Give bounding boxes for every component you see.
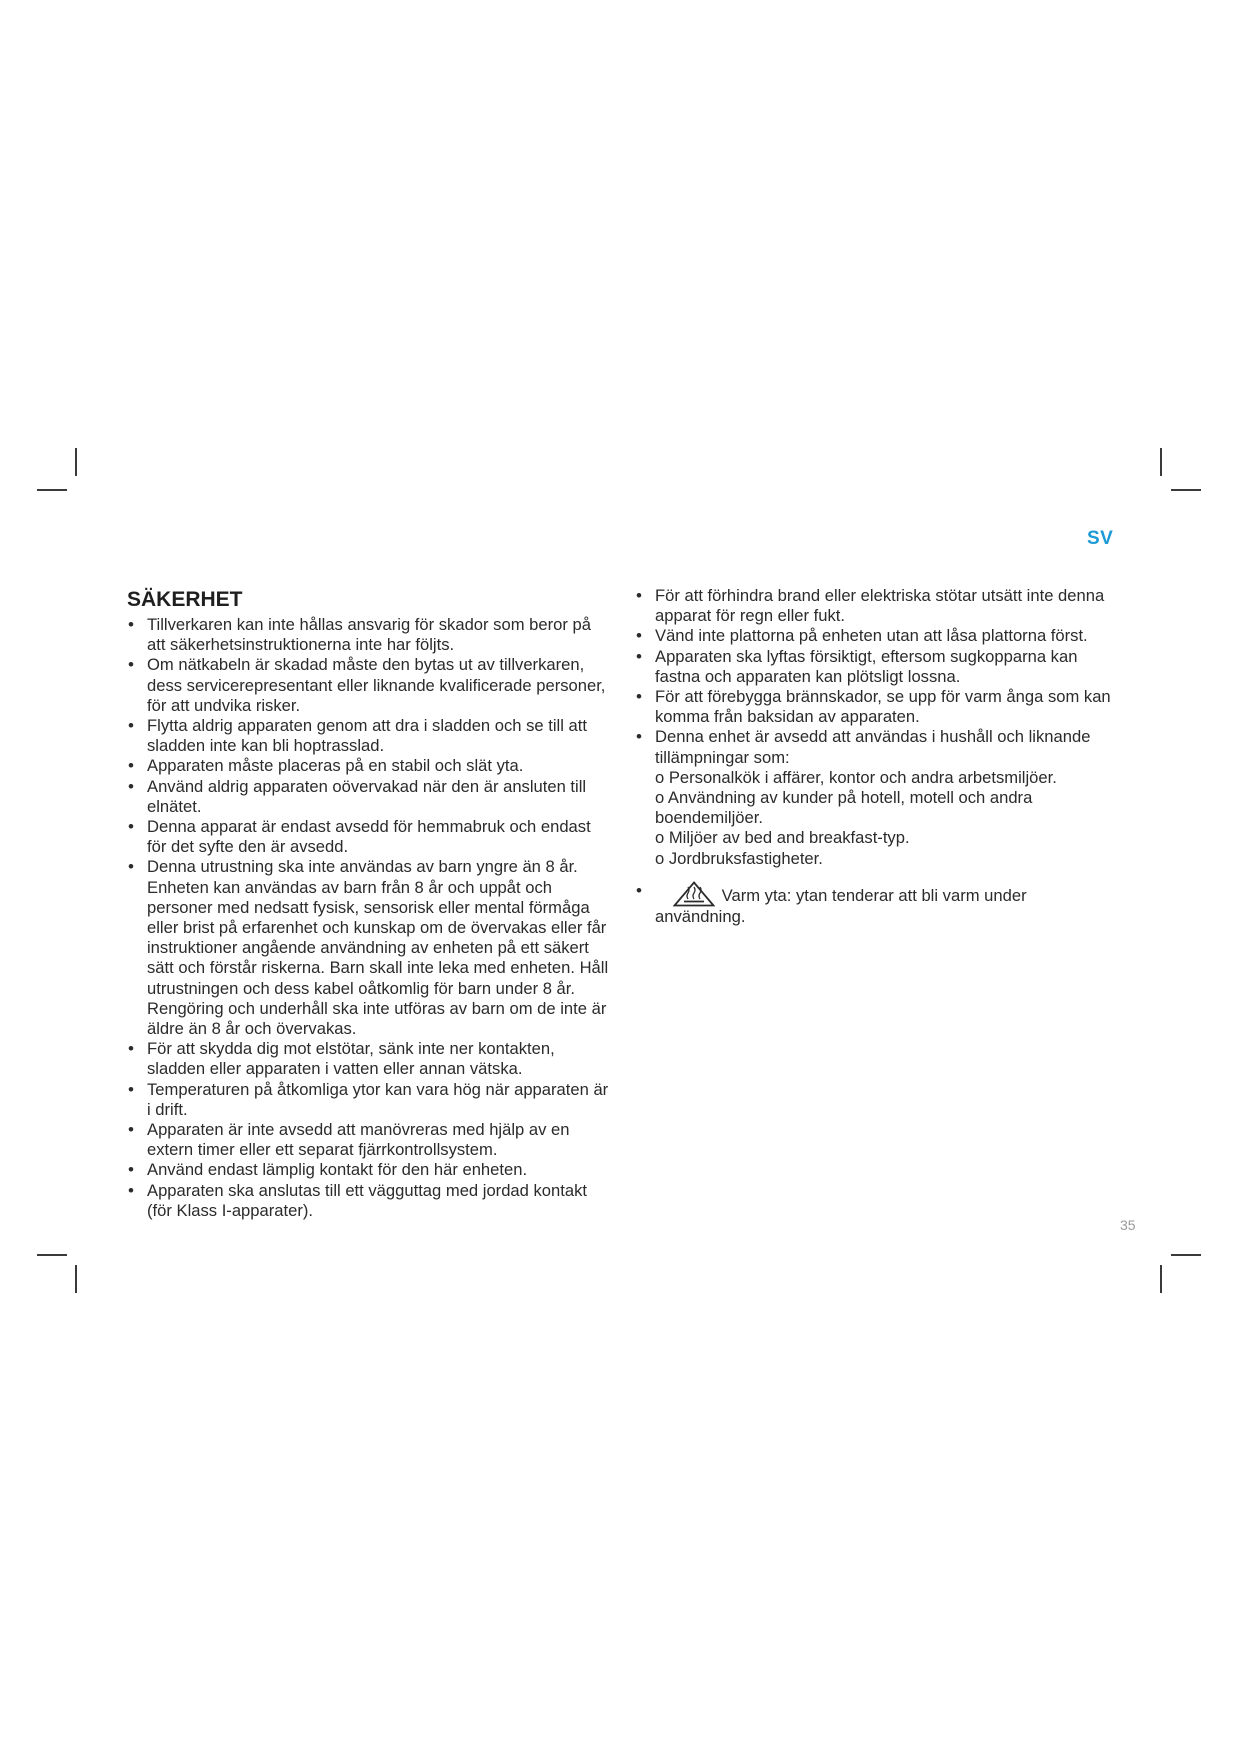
left-column (127, 587, 612, 1221)
household-sub-list (655, 768, 1113, 869)
list-item: • För att förebygga brännskador, se upp för varm ånga som kan komma från baksidan av apparaten. (635, 687, 1113, 727)
crop-mark (1160, 448, 1162, 476)
household-use-item (635, 727, 1113, 868)
list-item: • För att förhindra brand eller elektriska stötar utsätt inte denna apparat för regn eller fukt. (635, 586, 1113, 626)
list-item: • För att skydda dig mot elstötar, sänk inte ner kontakten, sladden eller apparaten i vatten eller annan vätska. (127, 1039, 612, 1079)
list-item: • Om nätkabeln är skadad måste den bytas ut av tillverkaren, dess servicerepresentant eller liknande kvalificerade personer, för att undvika risker. (127, 655, 612, 716)
crop-mark (75, 1265, 77, 1293)
crop-mark (1171, 1254, 1201, 1256)
list-item: • Denna apparat är endast avsedd för hemmabruk och endast för det syfte den är avsedd. (127, 817, 612, 857)
crop-mark (75, 448, 77, 476)
list-item: • Tillverkaren kan inte hållas ansvarig för skador som beror på att säkerhetsinstruktionerna inte har följts. (127, 615, 612, 655)
crop-mark (1171, 489, 1201, 491)
list-item: • Temperaturen på åtkomliga ytor kan vara hög när apparaten är i drift. (127, 1080, 612, 1120)
list-item: • Vänd inte plattorna på enheten utan att låsa plattorna först. (635, 626, 1113, 646)
list-item: • Använd endast lämplig kontakt för den här enheten. (127, 1160, 612, 1180)
household-use-text: Denna enhet är avsedd att användas i hushåll och liknande tillämpningar som: (655, 727, 1091, 767)
crop-mark (37, 1254, 67, 1256)
sub-list-item: o Personalkök i affärer, kontor och andra arbetsmiljöer. (655, 767, 1057, 787)
list-item: • Apparaten måste placeras på en stabil och slät yta. (127, 756, 612, 776)
list-item: • Denna utrustning ska inte användas av barn yngre än 8 år. Enheten kan användas av barn från 8 år och uppåt och personer med nedsatt fysisk, sensorisk eller mental förmåga eller brist på erfarenhet och kunskap om de övervakas eller får instruktioner angående användning av enheten på ett säkert sätt och förstår riskerna. Barn skall inte leka med enheten. Håll utrustningen och dess kabel oåtkomlig för barn under 8 år. Rengöring och underhåll ska inte utföras av barn om de inte är äldre än 8 år och övervakas. (127, 857, 612, 1039)
sub-list-item: o Användning av kunder på hotell, motell och andra boendemiljöer. (655, 788, 1033, 828)
hot-surface-warning-icon (673, 881, 715, 907)
list-item: • Apparaten är inte avsedd att manövreras med hjälp av en extern timer eller ett separat fjärrkontrollsystem. (127, 1120, 612, 1160)
language-code: SV (1087, 528, 1114, 549)
crop-mark (37, 489, 67, 491)
sub-list-item: o Miljöer av bed and breakfast-typ. (655, 828, 910, 848)
list-item: • Flytta aldrig apparaten genom att dra i sladden och se till att sladden inte kan bli hoptrasslad. (127, 716, 612, 756)
crop-mark (1160, 1265, 1162, 1293)
sub-list-item: o Jordbruksfastigheter. (655, 848, 823, 868)
hot-surface-warning (635, 881, 1113, 927)
right-column (635, 586, 1113, 927)
hot-surface-warning-text: Varm yta: ytan tenderar att bli varm under användning. (655, 885, 1027, 926)
safety-list (127, 615, 612, 1221)
list-item: • Apparaten ska anslutas till ett vägguttag med jordad kontakt (för Klass I-apparater). (127, 1181, 612, 1221)
page-number: 35 (1120, 1217, 1136, 1233)
list-item: • Apparaten ska lyftas försiktigt, eftersom sugkopparna kan fastna och apparaten kan plötsligt lossna. (635, 647, 1113, 687)
list-item: • Använd aldrig apparaten oövervakad när den är ansluten till elnätet. (127, 777, 612, 817)
safety-list-continued (635, 586, 1113, 927)
section-heading: SÄKERHET (127, 588, 243, 611)
